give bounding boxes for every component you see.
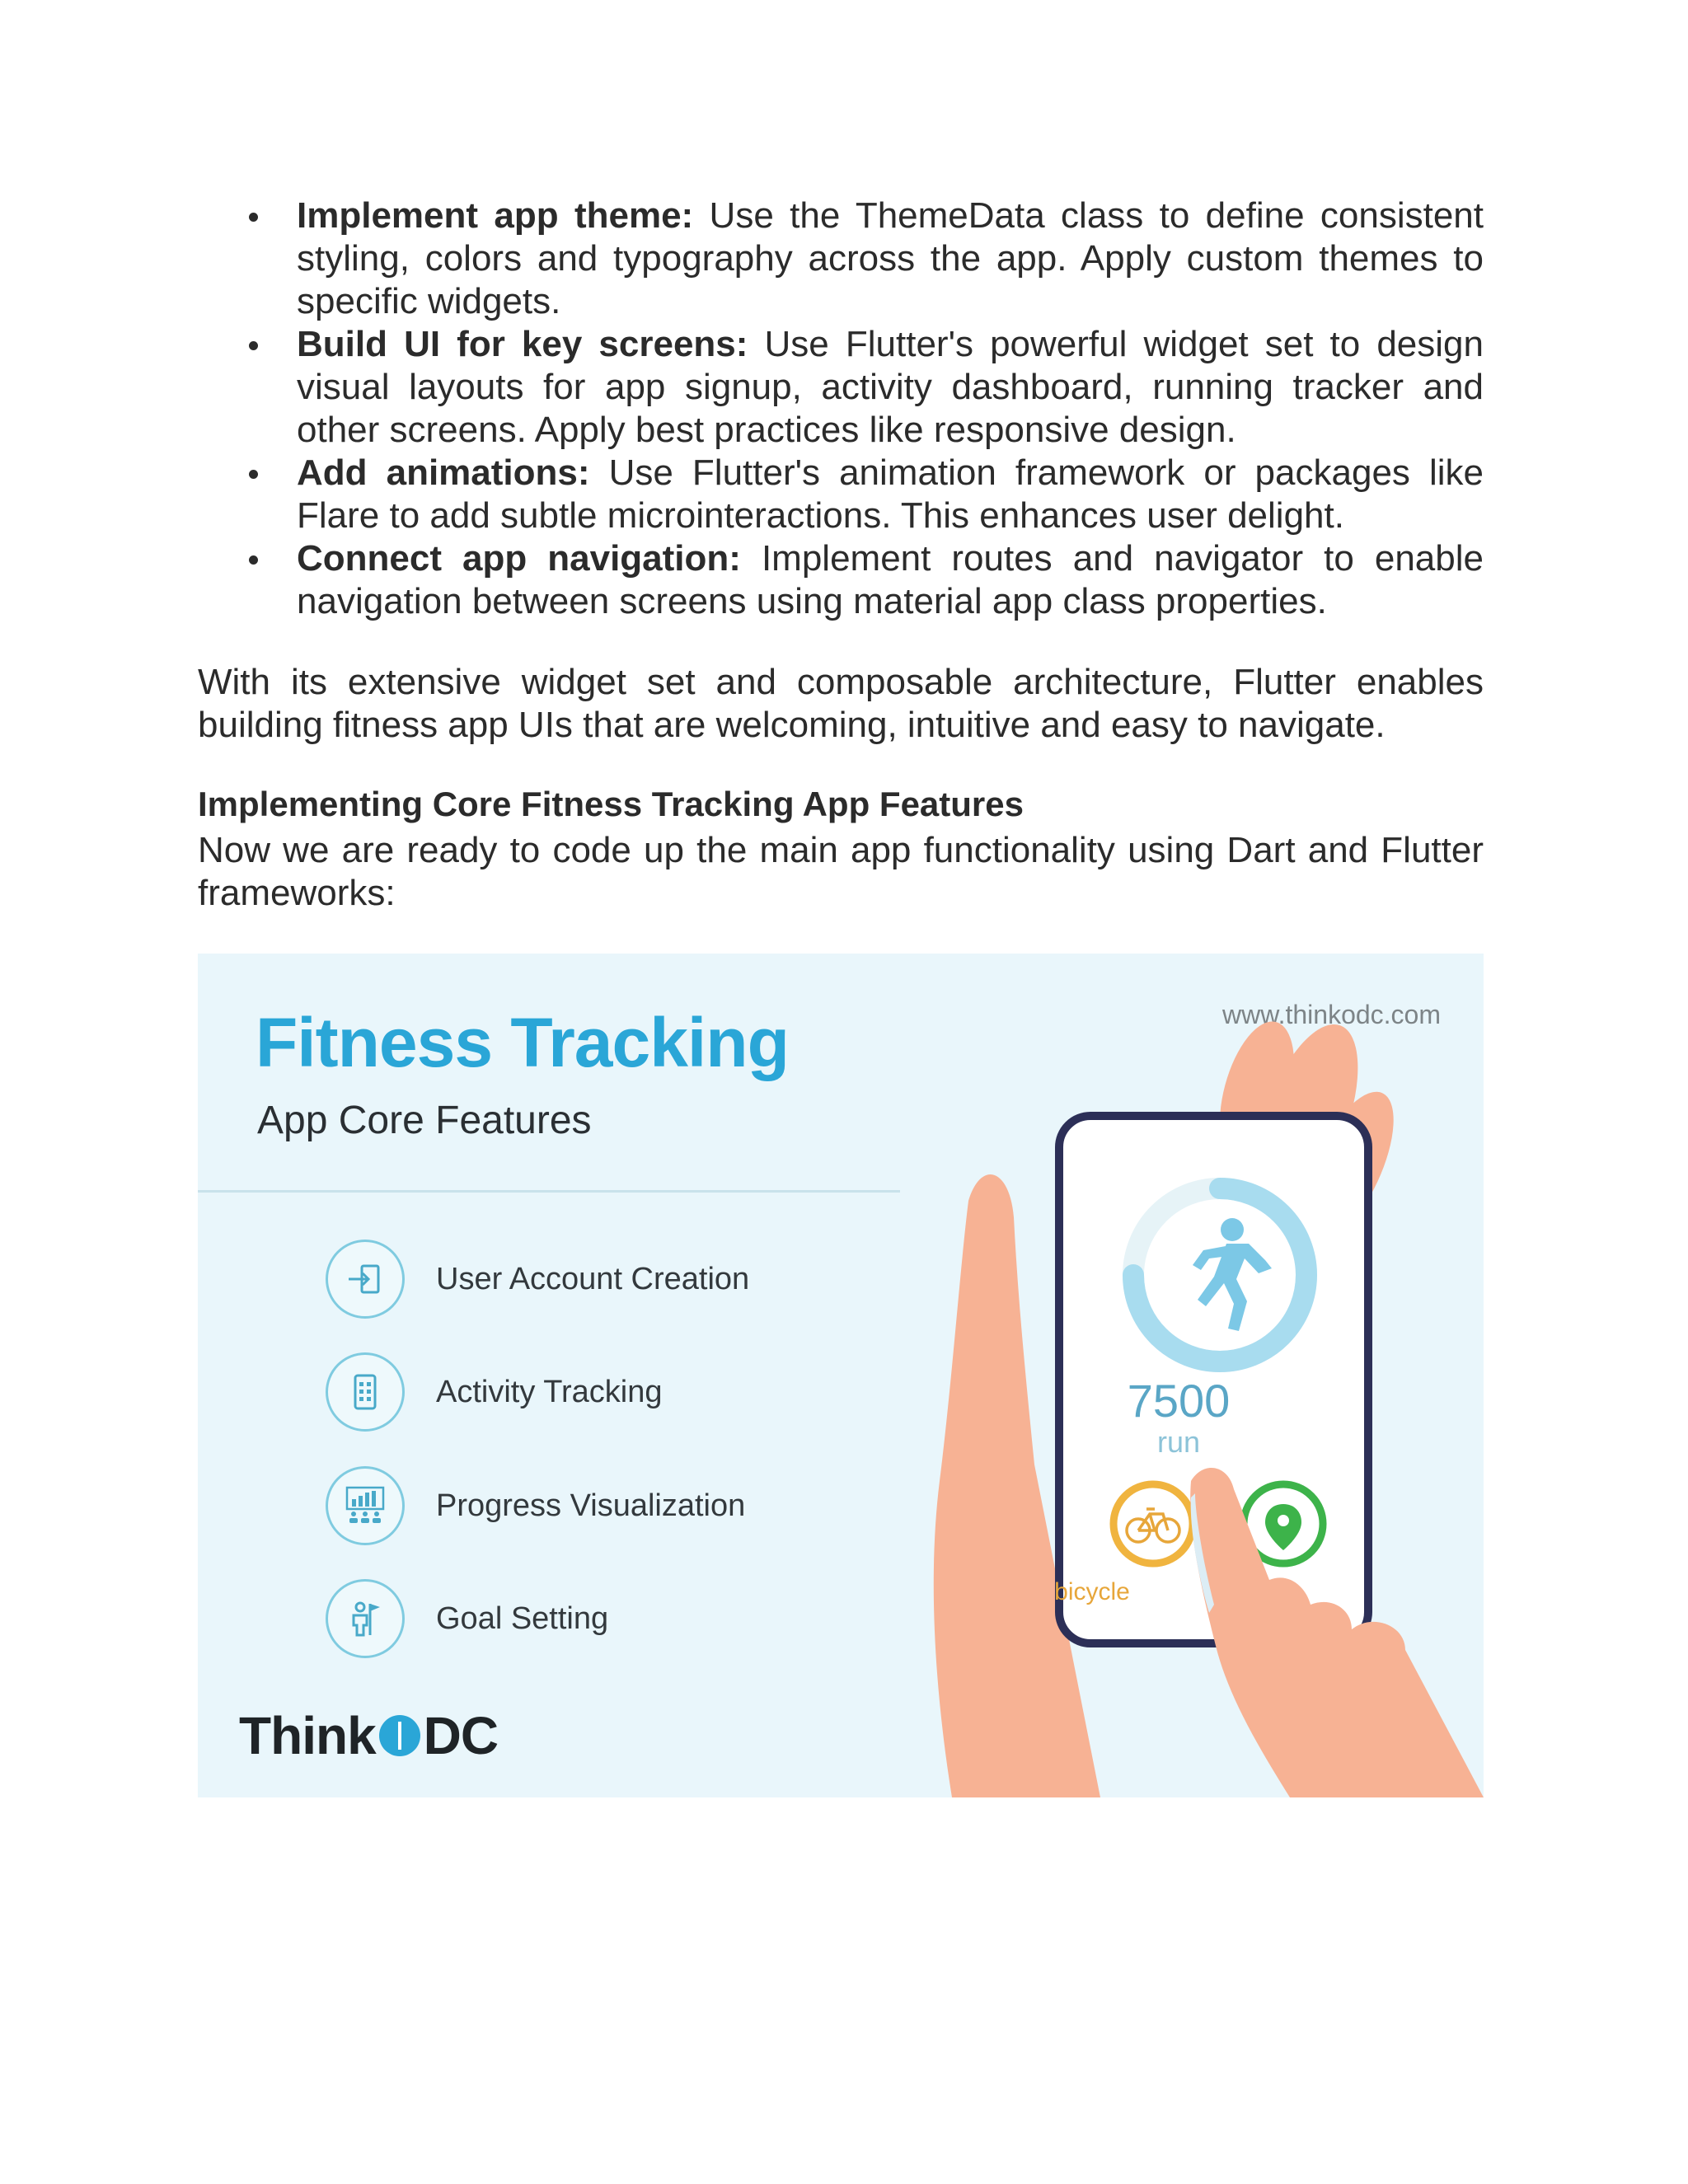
feature-label: Activity Tracking: [436, 1374, 663, 1409]
logo-mark-icon: [379, 1715, 420, 1756]
feature-item: [326, 1240, 749, 1319]
login-icon: [326, 1240, 405, 1319]
logo-text-right: DC: [423, 1706, 499, 1765]
bullet-dot: [249, 470, 258, 479]
bullet-dot: [249, 341, 258, 350]
bullet-text: Use the ThemeData class to define consistent styling, colors and typography across the app. Apply custom themes to specific widgets.: [297, 195, 1484, 321]
banner-title: Fitness Tracking: [256, 1004, 789, 1081]
list-item: [198, 323, 1484, 452]
banner-divider: [198, 1190, 900, 1193]
section-heading: Implementing Core Fitness Tracking App Features: [198, 785, 1024, 823]
bullet-dot: [249, 555, 258, 565]
list-item: [198, 194, 1484, 323]
phone-bicycle-label: bicycle: [1054, 1578, 1130, 1605]
feature-item: [326, 1579, 608, 1658]
bar-chart-team-icon: [326, 1466, 405, 1545]
feature-label: Goal Setting: [436, 1601, 609, 1636]
feature-banner-image: [198, 954, 1484, 1797]
feature-label: Progress Visualization: [436, 1488, 746, 1523]
list-item: [198, 537, 1484, 623]
feature-item: [326, 1466, 745, 1545]
banner-subtitle: App Core Features: [257, 1099, 592, 1142]
bullet-title: Implement app theme:: [297, 195, 694, 236]
bullet-title: Connect app navigation:: [297, 538, 741, 579]
bullet-text: Use Flutter's powerful widget set to design visual layouts for app signup, activity dashboard, running tracker and other screens. Apply best practices like responsive design.: [297, 324, 1484, 450]
bullet-title: Build UI for key screens:: [297, 324, 748, 364]
phone-step-count: 7500: [1127, 1375, 1231, 1427]
bullet-dot: [249, 213, 258, 222]
summary-paragraph: With its extensive widget set and composable architecture, Flutter enables building fitness app UIs that are welcoming, intuitive and easy to navigate.: [198, 662, 1484, 745]
bullet-title: Add animations:: [297, 452, 590, 493]
intro-paragraph: Now we are ready to code up the main app functionality using Dart and Flutter frameworks:: [198, 830, 1484, 913]
feature-label: User Account Creation: [436, 1261, 750, 1296]
phone-activity-label: run: [1156, 1425, 1201, 1459]
feature-item: [326, 1352, 663, 1432]
banner-url: www.thinkodc.com: [1222, 1000, 1441, 1029]
logo-text-left: Think: [239, 1706, 376, 1765]
goal-flag-icon: [326, 1579, 405, 1658]
activity-phone-icon: [326, 1352, 405, 1432]
bullet-text: Implement routes and navigator to enable navigation between screens using material app class properties.: [297, 538, 1484, 621]
thinkodc-logo: [239, 1705, 498, 1766]
document-body: [198, 194, 1484, 915]
bullet-text: Use Flutter's animation framework or packages like Flare to add subtle microinteractions. This enhances user delight.: [297, 452, 1484, 536]
list-item: [198, 452, 1484, 537]
bullet-list: [198, 194, 1484, 623]
